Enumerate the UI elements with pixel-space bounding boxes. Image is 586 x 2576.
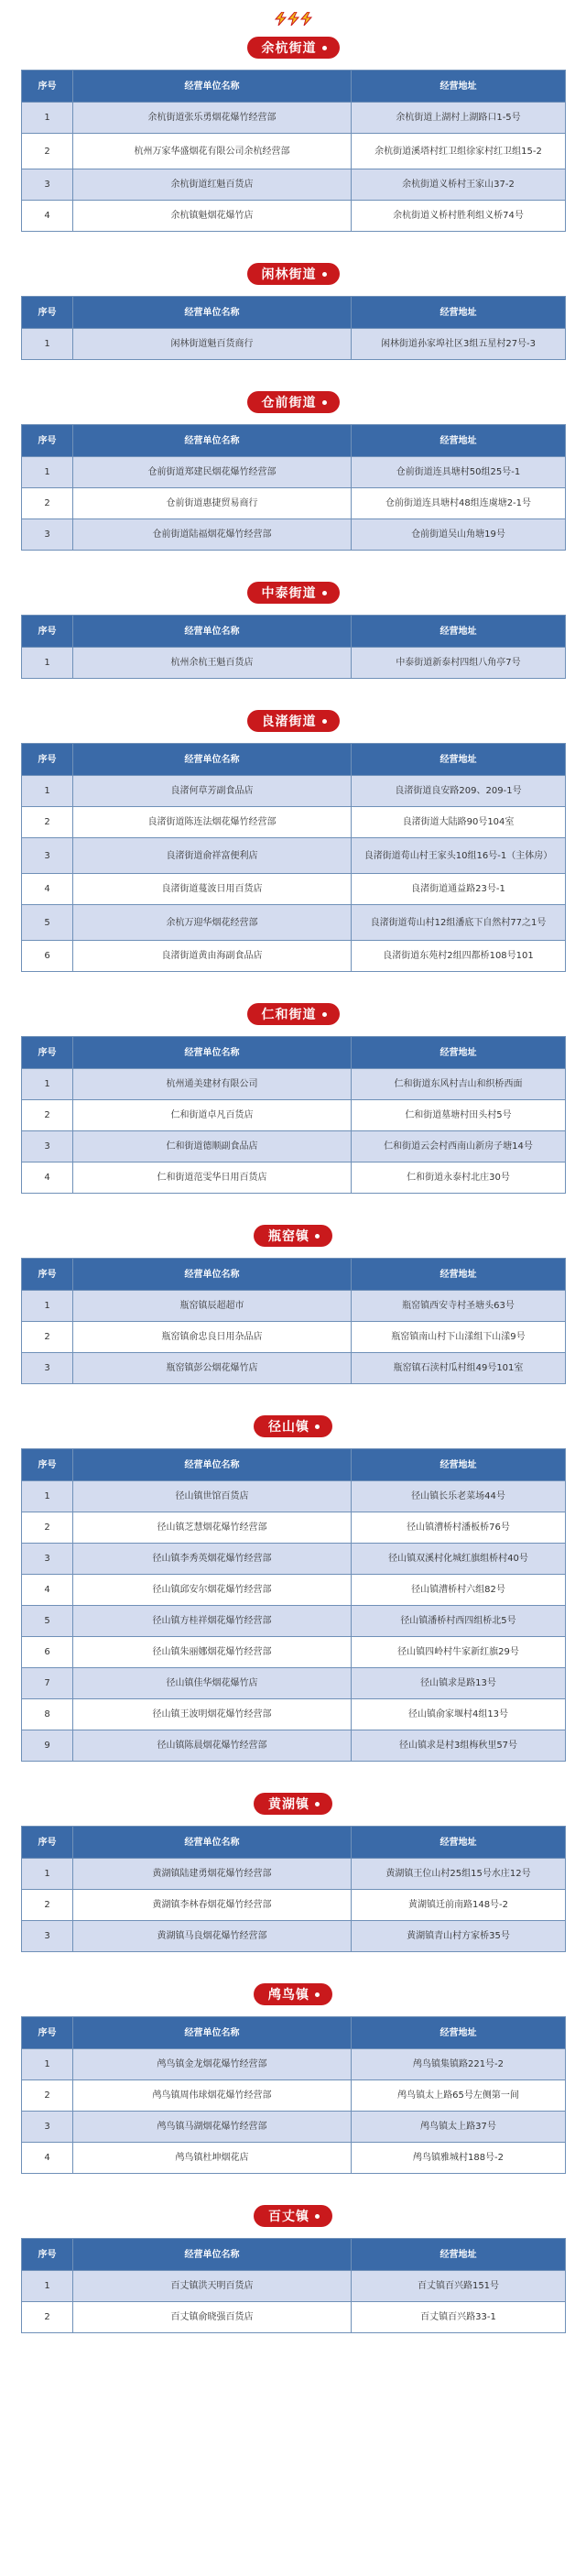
table-row [22,134,566,169]
shop-address: 仁和街道东风村吉山和织桥西面 [352,1069,566,1100]
table-header-row [22,2239,566,2271]
shop-address: 黄湖镇王位山村25组15号水庄12号 [352,1859,566,1890]
shop-address: 径山镇长乐老菜场44号 [352,1481,566,1512]
column-header-address: 经营地址 [352,2017,566,2049]
column-header-index: 序号 [22,2239,73,2271]
shop-name: 黄湖镇陆建勇烟花爆竹经营部 [73,1859,352,1890]
column-header-address: 经营地址 [352,425,566,457]
row-index: 1 [22,1069,73,1100]
bullet-dot-icon [322,591,327,595]
section-title: 仁和街道 [261,1008,317,1022]
district-sections [0,37,586,2333]
section-title-pill [247,710,340,732]
row-index: 4 [22,201,73,232]
shop-name: 杭州万家华盛烟花有限公司余杭经营部 [73,134,352,169]
section-title: 中泰街道 [261,586,317,601]
shop-name: 杭州通美建材有限公司 [73,1069,352,1100]
column-header-index: 序号 [22,297,73,329]
section-title-pill [254,1983,332,2005]
shop-name: 仁和街道卓凡百货店 [73,1100,352,1131]
column-header-name: 经营单位名称 [73,744,352,776]
table-row [22,941,566,972]
shop-table [21,1036,566,1194]
district-section [21,263,565,360]
district-section [21,1415,565,1762]
shop-name: 良渚街道陈连法烟花爆竹经营部 [73,807,352,838]
table-row [22,457,566,488]
table-row [22,776,566,807]
table-row [22,1890,566,1921]
table-row [22,905,566,941]
column-header-address: 经营地址 [352,2239,566,2271]
district-section [21,2205,565,2333]
column-header-name: 经营单位名称 [73,297,352,329]
table-row [22,648,566,679]
row-index: 2 [22,1100,73,1131]
bullet-dot-icon [322,272,327,277]
shop-address: 径山镇四岭村牛家新红旗29号 [352,1637,566,1668]
row-index: 2 [22,807,73,838]
shop-name: 径山镇佳华烟花爆竹店 [73,1668,352,1699]
row-index: 3 [22,519,73,551]
table-row [22,1544,566,1575]
shop-name: 瓶窑镇辰超超市 [73,1291,352,1322]
bullet-dot-icon [315,1424,320,1429]
lightning-bolt-icon [288,12,299,26]
row-index: 3 [22,1353,73,1384]
row-index: 1 [22,457,73,488]
row-index: 2 [22,1322,73,1353]
table-header-row [22,71,566,103]
table-row [22,807,566,838]
row-index: 9 [22,1730,73,1762]
table-row [22,329,566,360]
row-index: 1 [22,329,73,360]
table-header-row [22,2017,566,2049]
shop-name: 径山镇方桂祥烟花爆竹经营部 [73,1606,352,1637]
shop-address: 中泰街道新泰村四组八角亭7号 [352,648,566,679]
table-header-row [22,1827,566,1859]
row-index: 7 [22,1668,73,1699]
shop-name: 径山镇邱安尔烟花爆竹经营部 [73,1575,352,1606]
column-header-name: 经营单位名称 [73,425,352,457]
district-section [21,37,565,232]
row-index: 1 [22,2049,73,2080]
table-row [22,1131,566,1162]
bullet-dot-icon [315,1992,320,1997]
column-header-address: 经营地址 [352,1037,566,1069]
column-header-index: 序号 [22,1449,73,1481]
table-row [22,2271,566,2302]
section-title: 余杭街道 [261,41,317,56]
row-index: 6 [22,941,73,972]
shop-name: 径山镇世馆百货店 [73,1481,352,1512]
shop-name: 良渚街道蔓波日用百货店 [73,874,352,905]
bullet-dot-icon [322,46,327,50]
column-header-address: 经营地址 [352,1449,566,1481]
shop-address: 径山镇漕桥村六组82号 [352,1575,566,1606]
shop-address: 径山镇漕桥村潘板桥76号 [352,1512,566,1544]
table-row [22,1699,566,1730]
row-index: 2 [22,2080,73,2112]
section-title: 闲林街道 [261,267,317,282]
row-index: 1 [22,2271,73,2302]
shop-address: 鸬鸟镇太上路37号 [352,2112,566,2143]
shop-address: 良渚街道荀山村12组潘底下自然村77之1号 [352,905,566,941]
shop-address: 径山镇求是路13号 [352,1668,566,1699]
table-row [22,1322,566,1353]
header-icons [0,0,586,37]
column-header-name: 经营单位名称 [73,1449,352,1481]
bullet-dot-icon [315,1234,320,1239]
shop-name: 鸬鸟镇金龙烟花爆竹经营部 [73,2049,352,2080]
lightning-bolt-icon [275,12,287,26]
shop-address: 良渚街道大陆路90号104室 [352,807,566,838]
shop-name: 径山镇李秀英烟花爆竹经营部 [73,1544,352,1575]
column-header-index: 序号 [22,616,73,648]
shop-table [21,615,566,679]
district-section [21,1983,565,2174]
table-row [22,201,566,232]
column-header-index: 序号 [22,425,73,457]
shop-name: 余杭万迎华烟花经营部 [73,905,352,941]
shop-name: 百丈镇洪天明百货店 [73,2271,352,2302]
shop-name: 径山镇朱丽娜烟花爆竹经营部 [73,1637,352,1668]
table-row [22,1668,566,1699]
row-index: 1 [22,1291,73,1322]
table-header-row [22,425,566,457]
district-section [21,1225,565,1384]
shop-address: 径山镇潘桥村西四组桥北5号 [352,1606,566,1637]
table-row [22,1859,566,1890]
shop-name: 仁和街道范雯华日用百货店 [73,1162,352,1194]
shop-name: 杭州余杭王魁百货店 [73,648,352,679]
column-header-address: 经营地址 [352,1259,566,1291]
shop-name: 瓶窑镇彭公烟花爆竹店 [73,1353,352,1384]
shop-table [21,2238,566,2333]
section-title-pill [247,1003,340,1025]
shop-name: 良渚街道黄由海副食品店 [73,941,352,972]
section-title: 瓶窑镇 [268,1229,309,1244]
shop-address: 瓶窑镇石渎村瓜村组49号101室 [352,1353,566,1384]
table-row [22,1069,566,1100]
shop-name: 鸬鸟镇周伟球烟花爆竹经营部 [73,2080,352,2112]
table-row [22,1100,566,1131]
shop-address: 良渚街道良安路209、209-1号 [352,776,566,807]
shop-name: 余杭街道红魁百货店 [73,169,352,201]
table-row [22,169,566,201]
shop-address: 仓前街道吴山角塘19号 [352,519,566,551]
shop-address: 径山镇求是村3组梅秋里57号 [352,1730,566,1762]
row-index: 3 [22,1131,73,1162]
shop-address: 百丈镇百兴路151号 [352,2271,566,2302]
section-title-pill [254,2205,332,2227]
table-row [22,103,566,134]
row-index: 5 [22,1606,73,1637]
district-section [21,710,565,972]
section-title: 良渚街道 [261,715,317,729]
shop-name: 余杭镇魁烟花爆竹店 [73,201,352,232]
section-title: 百丈镇 [268,2210,309,2224]
shop-address: 良渚街道东苑村2组四都桥108号101 [352,941,566,972]
row-index: 2 [22,1512,73,1544]
section-title-pill [254,1793,332,1815]
shop-address: 瓶窑镇南山村下山漾组下山漾9号 [352,1322,566,1353]
table-row [22,1730,566,1762]
shop-address: 黄湖镇青山村方家桥35号 [352,1921,566,1952]
row-index: 3 [22,169,73,201]
section-title-pill [247,263,340,285]
bullet-dot-icon [322,719,327,724]
column-header-index: 序号 [22,1827,73,1859]
shop-address: 径山镇俞家堰村4组13号 [352,1699,566,1730]
table-header-row [22,616,566,648]
table-row [22,2112,566,2143]
table-row [22,1162,566,1194]
row-index: 1 [22,1859,73,1890]
shop-address: 良渚街道荀山村王家头10组16号-1（主体房） [352,838,566,874]
row-index: 1 [22,776,73,807]
row-index: 2 [22,488,73,519]
table-row [22,519,566,551]
column-header-name: 经营单位名称 [73,1827,352,1859]
shop-address: 黄湖镇迁前南路148号-2 [352,1890,566,1921]
row-index: 3 [22,2112,73,2143]
shop-address: 良渚街道通益路23号-1 [352,874,566,905]
row-index: 2 [22,134,73,169]
shop-name: 黄湖镇马良烟花爆竹经营部 [73,1921,352,1952]
table-row [22,2302,566,2333]
table-row [22,874,566,905]
bullet-dot-icon [322,1012,327,1017]
row-index: 1 [22,648,73,679]
table-header-row [22,1037,566,1069]
row-index: 1 [22,103,73,134]
column-header-address: 经营地址 [352,1827,566,1859]
table-row [22,1637,566,1668]
table-header-row [22,1449,566,1481]
section-title: 黄湖镇 [268,1797,309,1812]
shop-address: 仁和街道永泰村北庄30号 [352,1162,566,1194]
row-index: 3 [22,838,73,874]
shop-name: 仓前街道陆福烟花爆竹经营部 [73,519,352,551]
bullet-dot-icon [322,400,327,405]
section-title-pill [254,1225,332,1247]
shop-address: 仓前街道连具塘村48组连虞塘2-1号 [352,488,566,519]
shop-name: 径山镇陈晨烟花爆竹经营部 [73,1730,352,1762]
shop-name: 仁和街道德顺副食品店 [73,1131,352,1162]
table-row [22,2080,566,2112]
shop-name: 径山镇芝慧烟花爆竹经营部 [73,1512,352,1544]
column-header-name: 经营单位名称 [73,71,352,103]
column-header-name: 经营单位名称 [73,2239,352,2271]
section-title-pill [254,1415,332,1437]
column-header-index: 序号 [22,2017,73,2049]
shop-table [21,70,566,232]
column-header-name: 经营单位名称 [73,616,352,648]
column-header-index: 序号 [22,1037,73,1069]
district-section [21,1793,565,1952]
shop-name: 余杭街道张乐勇烟花爆竹经营部 [73,103,352,134]
shop-name: 良渚街道俞祥富便利店 [73,838,352,874]
shop-table [21,424,566,551]
row-index: 5 [22,905,73,941]
row-index: 3 [22,1921,73,1952]
shop-table [21,743,566,972]
section-title-pill [247,391,340,413]
column-header-name: 经营单位名称 [73,1037,352,1069]
table-header-row [22,744,566,776]
table-row [22,1921,566,1952]
shop-address: 鸬鸟镇太上路65号左侧第一间 [352,2080,566,2112]
shop-address: 仁和街道云会村西南山新房子塘14号 [352,1131,566,1162]
column-header-address: 经营地址 [352,71,566,103]
shop-address: 余杭街道义桥村胜利组义桥74号 [352,201,566,232]
table-row [22,2143,566,2174]
table-row [22,1606,566,1637]
column-header-address: 经营地址 [352,744,566,776]
bullet-dot-icon [315,1802,320,1806]
section-title: 鸬鸟镇 [268,1988,309,2003]
shop-name: 瓶窑镇俞忠良日用杂品店 [73,1322,352,1353]
shop-table [21,2016,566,2174]
column-header-address: 经营地址 [352,297,566,329]
shop-address: 鸬鸟镇雅城村188号-2 [352,2143,566,2174]
table-row [22,838,566,874]
column-header-name: 经营单位名称 [73,2017,352,2049]
shop-address: 余杭街道上湖村上湖路口1-5号 [352,103,566,134]
shop-address: 仁和街道墓塘村田头村5号 [352,1100,566,1131]
shop-name: 黄湖镇李林春烟花爆竹经营部 [73,1890,352,1921]
shop-name: 仓前街道郑建民烟花爆竹经营部 [73,457,352,488]
lightning-bolt-icon [300,12,312,26]
shop-table [21,1448,566,1762]
shop-name: 鸬鸟镇马湖烟花爆竹经营部 [73,2112,352,2143]
section-title-pill [247,582,340,604]
table-row [22,1353,566,1384]
shop-address: 闲林街道孙家埠社区3组五星村27号-3 [352,329,566,360]
row-index: 8 [22,1699,73,1730]
column-header-index: 序号 [22,71,73,103]
section-title-pill [247,37,340,59]
row-index: 2 [22,2302,73,2333]
shop-name: 仓前街道惠捷贸易商行 [73,488,352,519]
district-section [21,1003,565,1194]
shop-table [21,1826,566,1952]
row-index: 4 [22,874,73,905]
shop-name: 百丈镇俞晓强百货店 [73,2302,352,2333]
column-header-index: 序号 [22,744,73,776]
shop-address: 径山镇双溪村化城红旗组桥村40号 [352,1544,566,1575]
row-index: 6 [22,1637,73,1668]
row-index: 1 [22,1481,73,1512]
row-index: 2 [22,1890,73,1921]
section-title: 径山镇 [268,1420,309,1435]
table-row [22,1575,566,1606]
bullet-dot-icon [315,2214,320,2219]
column-header-address: 经营地址 [352,616,566,648]
table-header-row [22,1259,566,1291]
district-section [21,391,565,551]
table-row [22,1481,566,1512]
shop-name: 径山镇王波明烟花爆竹经营部 [73,1699,352,1730]
district-section [21,582,565,679]
table-row [22,2049,566,2080]
table-header-row [22,297,566,329]
row-index: 4 [22,1575,73,1606]
shop-address: 余杭街道溪塔村红卫组徐家村红卫组15-2 [352,134,566,169]
section-title: 仓前街道 [261,396,317,410]
table-row [22,1512,566,1544]
shop-name: 闲林街道魁百货商行 [73,329,352,360]
column-header-name: 经营单位名称 [73,1259,352,1291]
shop-address: 百丈镇百兴路33-1 [352,2302,566,2333]
table-row [22,488,566,519]
column-header-index: 序号 [22,1259,73,1291]
row-index: 4 [22,2143,73,2174]
shop-address: 瓶窑镇西安寺村圣塘头63号 [352,1291,566,1322]
shop-address: 仓前街道连具塘村50组25号-1 [352,457,566,488]
table-row [22,1291,566,1322]
shop-name: 良渚何草芳副食品店 [73,776,352,807]
row-index: 3 [22,1544,73,1575]
shop-address: 鸬鸟镇集镇路221号-2 [352,2049,566,2080]
shop-name: 鸬鸟镇杜坤烟花店 [73,2143,352,2174]
row-index: 4 [22,1162,73,1194]
shop-table [21,1258,566,1384]
shop-address: 余杭街道义桥村王家山37-2 [352,169,566,201]
shop-table [21,296,566,360]
